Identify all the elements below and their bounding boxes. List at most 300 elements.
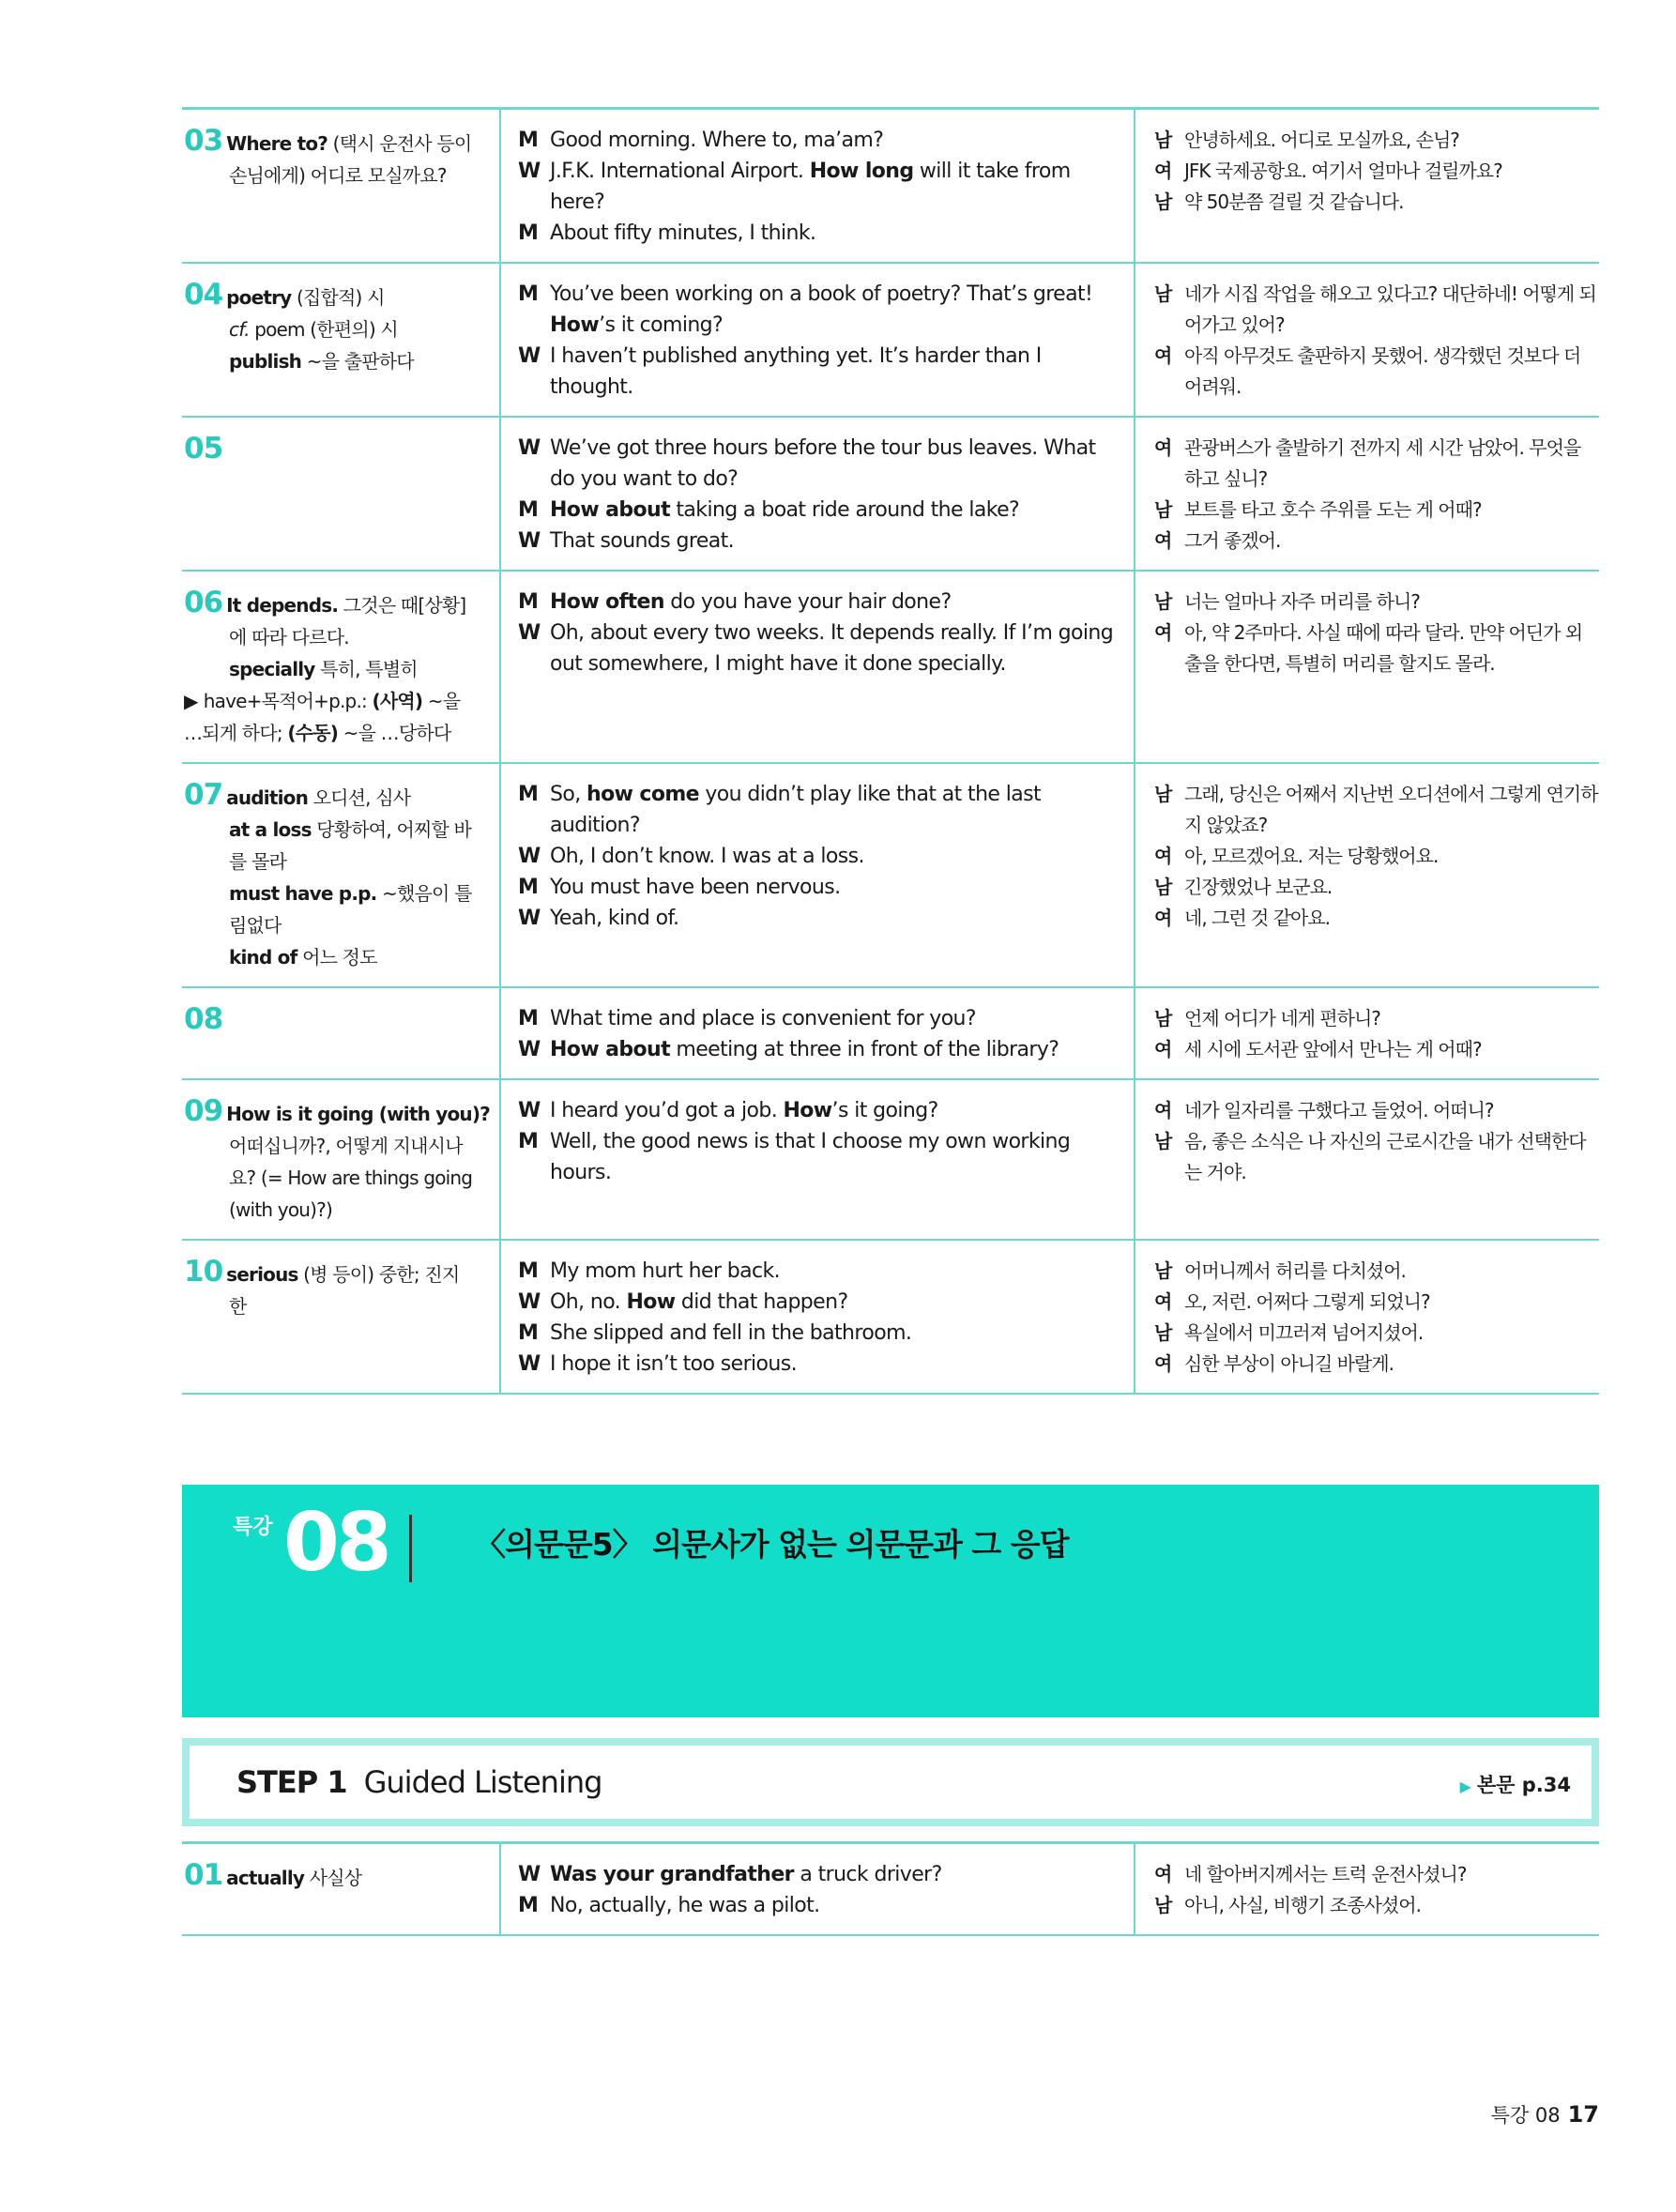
dialogue-fragment: Oh, I don’t know. I was at a loss. bbox=[550, 845, 864, 868]
dialogue-line bbox=[518, 1890, 1117, 1921]
dialogue-fragment: Oh, about every two weeks. It depends really. If I’m going out somewhere, I might have it done specially. bbox=[550, 621, 1114, 676]
speaker-label: M bbox=[518, 590, 539, 614]
translation-text: 욕실에서 미끄러져 넘어지셨어. bbox=[1184, 1321, 1424, 1344]
table-row bbox=[182, 572, 1599, 764]
dialogue-text bbox=[550, 1287, 848, 1318]
translation-text: 아, 모르겠어요. 저는 당황했어요. bbox=[1184, 845, 1439, 867]
dialogue-line bbox=[518, 1287, 1117, 1318]
dialogue-fragment: a truck driver? bbox=[793, 1863, 942, 1886]
dialogue-text bbox=[550, 618, 1117, 679]
translation-line bbox=[1154, 156, 1599, 187]
speaker-label: 여 bbox=[1154, 1038, 1172, 1060]
dialogue-fragment: Was your grandfather bbox=[550, 1863, 794, 1886]
vocab-line bbox=[184, 1162, 492, 1194]
vocab-text: (수동) bbox=[287, 722, 339, 744]
dialogue-text bbox=[550, 1034, 1059, 1065]
dialogue-text bbox=[550, 903, 678, 934]
translation-cell bbox=[1135, 764, 1599, 986]
translation-cell bbox=[1135, 264, 1599, 416]
vocab-text: poem (한편의) 시 bbox=[249, 318, 398, 341]
dialogue-line bbox=[518, 1859, 1117, 1890]
dialogue-line bbox=[518, 1349, 1117, 1380]
translation-text: 너는 얼마나 자주 머리를 하니? bbox=[1184, 590, 1420, 613]
dialogue-line bbox=[518, 841, 1117, 872]
speaker-label: W bbox=[518, 907, 541, 930]
item-number: 06 bbox=[184, 586, 223, 619]
dialogue-line bbox=[518, 872, 1117, 903]
vocab-text: (사역) bbox=[372, 690, 423, 712]
item-number: 10 bbox=[184, 1255, 223, 1289]
translation-text: 네가 시집 작업을 해오고 있다고? 대단하네! 어떻게 되어가고 있어? bbox=[1184, 282, 1596, 336]
vocab-text: 어떠십니까?, 어떻게 지내시나 bbox=[229, 1135, 463, 1157]
vocab-text: 한 bbox=[229, 1295, 247, 1318]
vocab-cell bbox=[182, 572, 501, 762]
speaker-label: W bbox=[518, 845, 541, 868]
speaker-label: M bbox=[518, 1321, 539, 1345]
speaker-label: 남 bbox=[1154, 1259, 1172, 1282]
dialogue-fragment: You must have been nervous. bbox=[550, 876, 841, 899]
dialogue-fragment: how come bbox=[587, 783, 699, 806]
dialogue-fragment: did that happen? bbox=[675, 1290, 848, 1314]
translation-text: 언제 어디가 네게 편하니? bbox=[1184, 1007, 1380, 1030]
dialogue-line bbox=[518, 279, 1117, 341]
vocab-text: ~을 …당하다 bbox=[338, 722, 451, 744]
vocab-text: specially bbox=[229, 658, 315, 680]
dialogue-fragment: taking a boat ride around the lake? bbox=[670, 498, 1020, 522]
translation-line bbox=[1154, 872, 1599, 903]
dialogue-line bbox=[518, 1256, 1117, 1287]
table-row bbox=[182, 988, 1599, 1080]
translation-line bbox=[1154, 279, 1599, 341]
dialogue-cell bbox=[501, 572, 1135, 762]
dialogue-text bbox=[550, 341, 1117, 403]
dialogue-text bbox=[550, 1126, 1117, 1188]
dialogue-cell bbox=[501, 110, 1135, 262]
translation-text: 안녕하세요. 어디로 모실까요, 손님? bbox=[1184, 129, 1459, 151]
vocab-text: (병 등이) 중한; 진지 bbox=[297, 1263, 460, 1286]
translation-cell bbox=[1135, 988, 1599, 1078]
vocab-line bbox=[184, 653, 492, 685]
vocab-line bbox=[184, 1194, 492, 1226]
dialogue-fragment: meeting at three in front of the library? bbox=[670, 1038, 1059, 1061]
vocab-text: audition bbox=[226, 786, 309, 809]
translation-cell bbox=[1135, 1844, 1599, 1934]
dialogue-cell bbox=[501, 1241, 1135, 1393]
dialogue-cell bbox=[501, 988, 1135, 1078]
dialogue-fragment: She slipped and fell in the bathroom. bbox=[550, 1321, 912, 1345]
vocab-line bbox=[184, 1095, 492, 1130]
vocab-cell bbox=[182, 110, 501, 262]
banner-title: 〈의문문5〉 의문사가 없는 의문문과 그 응답 bbox=[475, 1526, 1069, 1563]
speaker-label: 남 bbox=[1154, 1321, 1172, 1344]
dialogue-table-2 bbox=[182, 1841, 1599, 1936]
translation-line bbox=[1154, 1034, 1599, 1065]
speaker-label: M bbox=[518, 282, 539, 306]
vocab-cell bbox=[182, 988, 501, 1078]
dialogue-text bbox=[550, 1890, 820, 1921]
translation-line bbox=[1154, 1095, 1599, 1126]
translation-text: 음, 좋은 소식은 나 자신의 근로시간을 내가 선택한다는 거야. bbox=[1184, 1130, 1586, 1183]
speaker-label: 남 bbox=[1154, 783, 1172, 805]
vocab-text: …되게 하다; bbox=[184, 722, 288, 744]
vocab-text: (with you)?) bbox=[229, 1198, 332, 1221]
vocab-cell bbox=[182, 1241, 501, 1393]
translation-line bbox=[1154, 433, 1599, 495]
speaker-label: M bbox=[518, 1130, 539, 1153]
speaker-label: 여 bbox=[1154, 845, 1172, 867]
speaker-label: 여 bbox=[1154, 621, 1172, 644]
vocab-line bbox=[184, 345, 492, 377]
translation-line bbox=[1154, 1287, 1599, 1318]
dialogue-text bbox=[550, 495, 1019, 526]
dialogue-fragment: you didn’t play like that at the last audition? bbox=[550, 783, 1042, 837]
dialogue-fragment: Oh, no. bbox=[550, 1290, 627, 1314]
dialogue-fragment: do you have your hair done? bbox=[663, 590, 952, 614]
step-label bbox=[236, 1764, 602, 1800]
speaker-label: 남 bbox=[1154, 1130, 1172, 1152]
translation-cell bbox=[1135, 1080, 1599, 1239]
translation-cell bbox=[1135, 418, 1599, 570]
item-number: 05 bbox=[184, 432, 223, 465]
page-footer bbox=[1491, 2100, 1599, 2128]
translation-line bbox=[1154, 1349, 1599, 1380]
speaker-label: 남 bbox=[1154, 282, 1172, 305]
dialogue-text bbox=[550, 526, 734, 557]
translation-line bbox=[1154, 587, 1599, 618]
dialogue-line bbox=[518, 495, 1117, 526]
vocab-line bbox=[184, 685, 492, 717]
translation-line bbox=[1154, 526, 1599, 557]
vocab-line bbox=[184, 160, 492, 191]
dialogue-line bbox=[518, 156, 1117, 218]
vocab-line bbox=[184, 941, 492, 973]
speaker-label: 남 bbox=[1154, 1007, 1172, 1030]
table-row bbox=[182, 1844, 1599, 1936]
translation-line bbox=[1154, 1890, 1599, 1921]
dialogue-line bbox=[518, 218, 1117, 249]
table-row bbox=[182, 1080, 1599, 1241]
speaker-label: 남 bbox=[1154, 1894, 1172, 1916]
speaker-label: 남 bbox=[1154, 876, 1172, 898]
dialogue-line bbox=[518, 1095, 1117, 1126]
translation-text: 긴장했었나 보군요. bbox=[1184, 876, 1333, 898]
dialogue-line bbox=[518, 779, 1117, 841]
translation-line bbox=[1154, 841, 1599, 872]
step-number: STEP 1 bbox=[236, 1764, 347, 1800]
banner-number: 08 bbox=[283, 1496, 389, 1590]
vocab-text: 그것은 때[상황] bbox=[338, 594, 466, 617]
vocab-text: 사실상 bbox=[304, 1867, 362, 1889]
vocab-line bbox=[184, 279, 492, 313]
vocab-text: have+목적어+p.p.: bbox=[203, 690, 373, 712]
vocab-line bbox=[184, 587, 492, 621]
speaker-label: W bbox=[518, 621, 541, 645]
speaker-label: M bbox=[518, 1259, 539, 1283]
vocab-text: 요? (= How are things going bbox=[229, 1167, 473, 1189]
speaker-label: 여 bbox=[1154, 436, 1172, 459]
dialogue-text bbox=[550, 779, 1117, 841]
table-row bbox=[182, 110, 1599, 264]
item-number: 01 bbox=[184, 1858, 223, 1892]
footer-section: 특강 08 bbox=[1490, 2104, 1561, 2127]
vocab-cell bbox=[182, 264, 501, 416]
dialogue-cell bbox=[501, 264, 1135, 416]
dialogue-fragment: We’ve got three hours before the tour bus leaves. What do you want to do? bbox=[550, 436, 1096, 491]
speaker-label: 여 bbox=[1154, 529, 1172, 552]
vocab-text: It depends. bbox=[226, 594, 339, 617]
dialogue-line bbox=[518, 433, 1117, 495]
dialogue-text bbox=[550, 1003, 976, 1034]
vocab-line bbox=[184, 909, 492, 941]
table-row bbox=[182, 1241, 1599, 1395]
table-row bbox=[182, 264, 1599, 418]
vocab-line bbox=[184, 877, 492, 909]
translation-text: 세 시에 도서관 앞에서 만나는 게 어때? bbox=[1184, 1038, 1482, 1060]
vocab-line bbox=[184, 621, 492, 653]
speaker-label: W bbox=[518, 160, 541, 183]
speaker-label: W bbox=[518, 529, 541, 553]
vocab-text: (집합적) 시 bbox=[291, 286, 385, 309]
item-number: 04 bbox=[184, 278, 223, 312]
translation-text: JFK 국제공항요. 여기서 얼마나 걸릴까요? bbox=[1184, 160, 1502, 182]
speaker-label: W bbox=[518, 1290, 541, 1314]
vocab-text: 오디션, 심사 bbox=[308, 786, 411, 809]
item-number: 03 bbox=[184, 124, 223, 158]
speaker-label: 여 bbox=[1154, 160, 1172, 182]
dialogue-cell bbox=[501, 764, 1135, 986]
dialogue-text bbox=[550, 1349, 797, 1380]
play-arrow-icon: ▶ bbox=[1459, 1777, 1471, 1795]
dialogue-text bbox=[550, 841, 864, 872]
speaker-label: 남 bbox=[1154, 191, 1172, 213]
translation-line bbox=[1154, 125, 1599, 156]
vocab-cell bbox=[182, 418, 501, 570]
speaker-label: 여 bbox=[1154, 1099, 1172, 1121]
dialogue-fragment: J.F.K. International Airport. bbox=[550, 160, 810, 183]
translation-text: 네 할아버지께서는 트럭 운전사셨니? bbox=[1184, 1863, 1467, 1885]
vocab-cell bbox=[182, 764, 501, 986]
dialogue-text bbox=[550, 1318, 911, 1349]
translation-line bbox=[1154, 1318, 1599, 1349]
vocab-text: poetry bbox=[226, 286, 292, 309]
vocab-text: ▶ bbox=[184, 690, 204, 712]
vocab-text: (택시 운전사 등이 bbox=[328, 132, 472, 155]
dialogue-fragment: I heard you’d got a job. bbox=[550, 1099, 784, 1122]
dialogue-text bbox=[550, 1095, 938, 1126]
dialogue-fragment: I hope it isn’t too serious. bbox=[550, 1352, 797, 1376]
speaker-label: 여 bbox=[1154, 1290, 1172, 1313]
speaker-label: 남 bbox=[1154, 129, 1172, 151]
dialogue-fragment: will it take from here? bbox=[550, 160, 1071, 214]
dialogue-fragment: I haven’t published anything yet. It’s harder than I thought. bbox=[550, 344, 1042, 399]
banner-divider bbox=[409, 1515, 412, 1582]
speaker-label: W bbox=[518, 1038, 541, 1061]
vocab-line bbox=[184, 1859, 492, 1894]
dialogue-line bbox=[518, 587, 1117, 618]
translation-line bbox=[1154, 495, 1599, 526]
speaker-label: W bbox=[518, 1099, 541, 1122]
dialogue-fragment: How about bbox=[550, 498, 670, 522]
dialogue-text bbox=[550, 279, 1117, 341]
dialogue-text bbox=[550, 1859, 942, 1890]
translation-line bbox=[1154, 1126, 1599, 1188]
banner-prefix: 특강 bbox=[233, 1516, 273, 1539]
item-number: 09 bbox=[184, 1094, 223, 1128]
dialogue-line bbox=[518, 1126, 1117, 1188]
vocab-text: 림없다 bbox=[229, 914, 282, 937]
page-number: 17 bbox=[1567, 2101, 1599, 2128]
vocab-line bbox=[184, 1290, 492, 1322]
translation-line bbox=[1154, 618, 1599, 679]
lecture-banner bbox=[182, 1485, 1599, 1717]
speaker-label: M bbox=[518, 1007, 539, 1030]
vocab-line bbox=[184, 125, 492, 160]
dialogue-cell bbox=[501, 1080, 1135, 1239]
dialogue-fragment: How bbox=[626, 1290, 676, 1314]
dialogue-fragment: Well, the good news is that I choose my own working hours. bbox=[550, 1130, 1071, 1184]
speaker-label: 여 bbox=[1154, 344, 1172, 367]
dialogue-fragment: What time and place is convenient for you? bbox=[550, 1007, 976, 1030]
speaker-label: 남 bbox=[1154, 498, 1172, 521]
translation-text: 보트를 타고 호수 주위를 도는 게 어때? bbox=[1184, 498, 1482, 521]
dialogue-fragment: How bbox=[550, 313, 600, 337]
vocab-line bbox=[184, 779, 492, 814]
dialogue-line bbox=[518, 341, 1117, 403]
translation-line bbox=[1154, 1256, 1599, 1287]
speaker-label: 여 bbox=[1154, 1352, 1172, 1375]
translation-text: 어머니께서 허리를 다치셨어. bbox=[1184, 1259, 1406, 1282]
dialogue-text bbox=[550, 156, 1117, 218]
dialogue-fragment: So, bbox=[550, 783, 587, 806]
translation-cell bbox=[1135, 572, 1599, 762]
speaker-label: 여 bbox=[1154, 907, 1172, 929]
translation-text: 아, 약 2주마다. 사실 때에 따라 달라. 만약 어딘가 외출을 한다면, 특별히 머리를 할지도 몰라. bbox=[1184, 621, 1583, 675]
translation-text: 아니, 사실, 비행기 조종사셨어. bbox=[1184, 1894, 1421, 1916]
dialogue-line bbox=[518, 1318, 1117, 1349]
dialogue-cell bbox=[501, 418, 1135, 570]
speaker-label: M bbox=[518, 129, 539, 152]
dialogue-text bbox=[550, 1256, 780, 1287]
dialogue-line bbox=[518, 618, 1117, 679]
speaker-label: W bbox=[518, 344, 541, 368]
translation-cell bbox=[1135, 110, 1599, 262]
dialogue-text bbox=[550, 218, 815, 249]
translation-text: 네, 그런 것 같아요. bbox=[1184, 907, 1331, 929]
dialogue-fragment: How bbox=[783, 1099, 832, 1122]
speaker-label: M bbox=[518, 783, 539, 806]
item-number: 07 bbox=[184, 778, 223, 812]
translation-text: 관광버스가 출발하기 전까지 세 시간 남았어. 무엇을 하고 싶니? bbox=[1184, 436, 1581, 490]
speaker-label: M bbox=[518, 1894, 539, 1917]
vocab-text: kind of bbox=[229, 946, 297, 969]
translation-text: 심한 부상이 아니길 바랄게. bbox=[1184, 1352, 1394, 1375]
speaker-label: M bbox=[518, 498, 539, 522]
step-title: Guided Listening bbox=[363, 1764, 602, 1800]
dialogue-fragment: No, actually, he was a pilot. bbox=[550, 1894, 820, 1917]
translation-line bbox=[1154, 1859, 1599, 1890]
vocab-line bbox=[184, 717, 492, 749]
dialogue-line bbox=[518, 903, 1117, 934]
vocab-text: How is it going (with you)? bbox=[226, 1103, 490, 1125]
dialogue-fragment: My mom hurt her back. bbox=[550, 1259, 781, 1283]
speaker-label: W bbox=[518, 436, 541, 460]
vocab-text: ~을 bbox=[422, 690, 461, 712]
vocab-cell bbox=[182, 1844, 501, 1934]
dialogue-fragment: How often bbox=[550, 590, 664, 614]
speaker-label: 여 bbox=[1154, 1863, 1172, 1885]
vocab-text: 특히, 특별히 bbox=[314, 658, 418, 680]
vocab-text: ~했음이 틀 bbox=[376, 882, 472, 905]
dialogue-fragment: How about bbox=[550, 1038, 670, 1061]
dialogue-fragment: ’s it coming? bbox=[599, 313, 724, 337]
dialogue-line bbox=[518, 1034, 1117, 1065]
dialogue-fragment: Good morning. Where to, ma’am? bbox=[550, 129, 884, 152]
translation-text: 아직 아무것도 출판하지 못했어. 생각했던 것보다 더 어려워. bbox=[1184, 344, 1581, 398]
page-reference-text: 본문 p.34 bbox=[1476, 1774, 1571, 1796]
translation-cell bbox=[1135, 1241, 1599, 1393]
vocab-text: publish bbox=[229, 350, 302, 373]
dialogue-line bbox=[518, 1003, 1117, 1034]
page-reference bbox=[1460, 1770, 1571, 1798]
vocab-text: serious bbox=[226, 1263, 298, 1286]
vocab-text: Where to? bbox=[226, 132, 328, 155]
translation-text: 그거 좋겠어. bbox=[1184, 529, 1281, 552]
translation-text: 그래, 당신은 어째서 지난번 오디션에서 그렇게 연기하지 않았죠? bbox=[1184, 783, 1598, 836]
dialogue-line bbox=[518, 125, 1117, 156]
translation-line bbox=[1154, 187, 1599, 218]
dialogue-text bbox=[550, 587, 952, 618]
vocab-line bbox=[184, 1256, 492, 1290]
vocab-line bbox=[184, 313, 492, 345]
vocab-cell bbox=[182, 1080, 501, 1239]
dialogue-fragment: How long bbox=[809, 160, 914, 183]
dialogue-fragment: ’s it going? bbox=[831, 1099, 938, 1122]
dialogue-text bbox=[550, 872, 841, 903]
vocab-text: 에 따라 다르다. bbox=[229, 626, 349, 648]
vocab-line bbox=[184, 1130, 492, 1162]
dialogue-fragment: That sounds great. bbox=[550, 529, 735, 553]
vocab-line bbox=[184, 814, 492, 846]
vocab-text: 당황하여, 어찌할 바 bbox=[311, 818, 472, 841]
vocab-text: cf. bbox=[229, 318, 250, 341]
vocab-text: 손님에게) 어디로 모실까요? bbox=[229, 164, 447, 187]
dialogue-cell bbox=[501, 1844, 1135, 1934]
table-row bbox=[182, 418, 1599, 572]
dialogue-fragment: Yeah, kind of. bbox=[550, 907, 679, 930]
vocab-text: at a loss bbox=[229, 818, 312, 841]
speaker-label: M bbox=[518, 221, 539, 245]
vocab-text: 를 몰라 bbox=[229, 850, 287, 873]
dialogue-text bbox=[550, 125, 883, 156]
vocab-line bbox=[184, 846, 492, 877]
translation-line bbox=[1154, 779, 1599, 841]
translation-text: 오, 저런. 어쩌다 그렇게 되었니? bbox=[1184, 1290, 1430, 1313]
translation-line bbox=[1154, 341, 1599, 403]
vocab-text: must have p.p. bbox=[229, 882, 377, 905]
speaker-label: W bbox=[518, 1352, 541, 1376]
table-row bbox=[182, 764, 1599, 988]
step-header bbox=[182, 1738, 1599, 1826]
vocab-text: 어느 정도 bbox=[297, 946, 377, 969]
translation-text: 약 50분쯤 걸릴 것 같습니다. bbox=[1184, 191, 1404, 213]
vocab-text: ~을 출판하다 bbox=[301, 350, 414, 373]
dialogue-fragment: About fifty minutes, I think. bbox=[550, 221, 816, 245]
item-number: 08 bbox=[184, 1002, 223, 1036]
speaker-label: M bbox=[518, 876, 539, 899]
translation-line bbox=[1154, 903, 1599, 934]
dialogue-line bbox=[518, 526, 1117, 557]
translation-line bbox=[1154, 1003, 1599, 1034]
